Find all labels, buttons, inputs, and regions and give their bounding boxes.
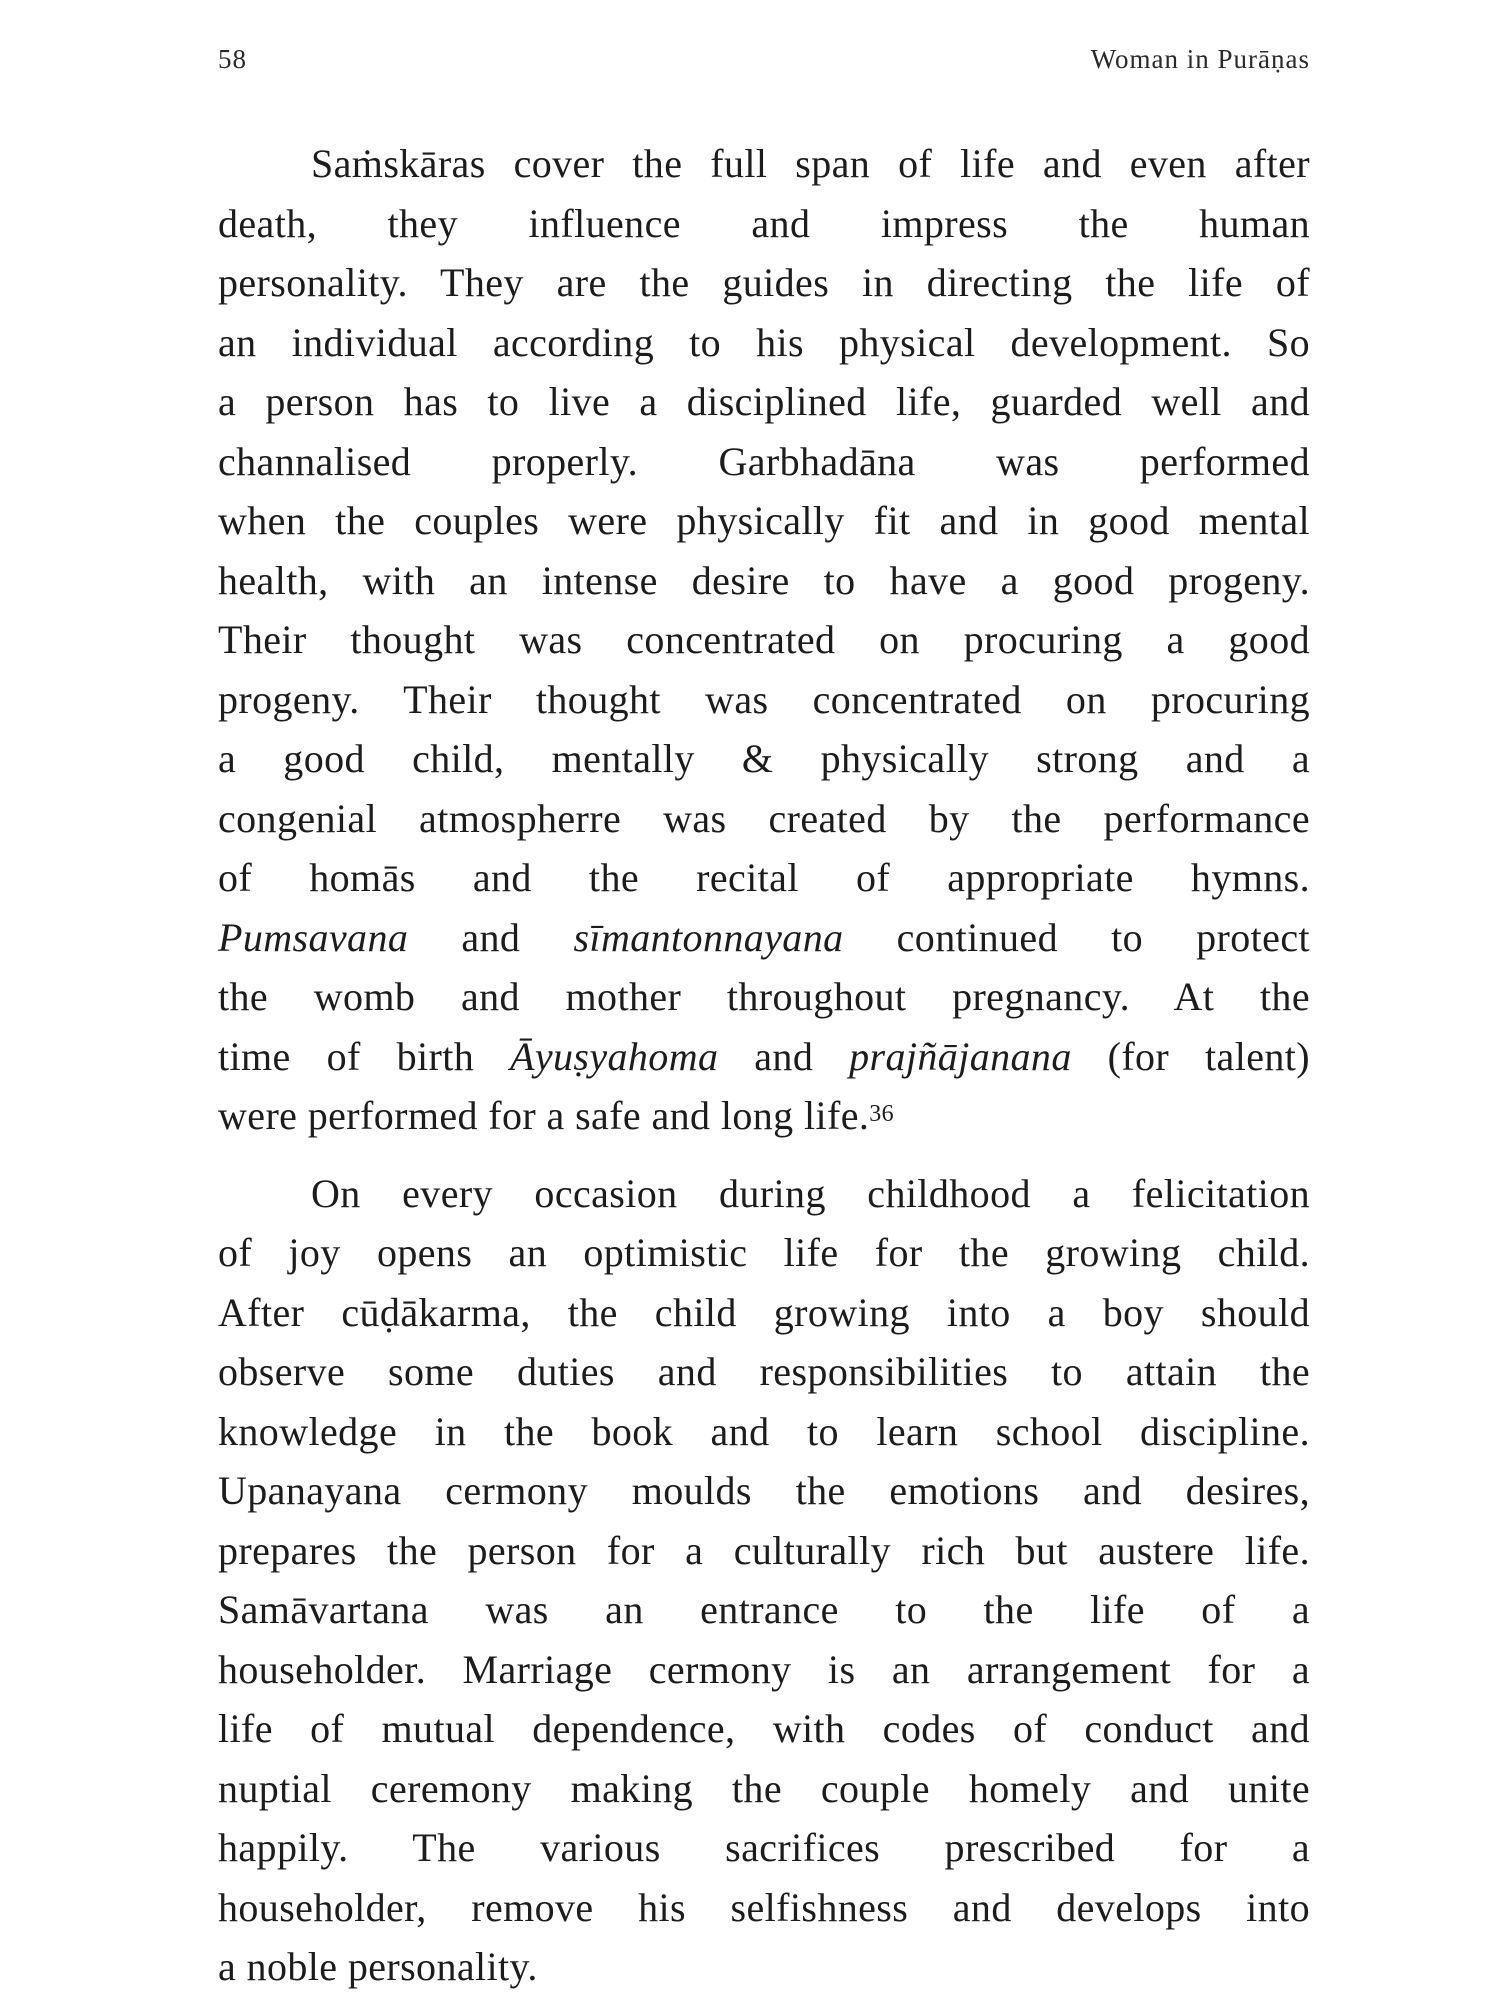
text-fragment: and <box>408 914 574 960</box>
text-line: prepares the person for a culturally rich but austere life. <box>218 1527 1310 1573</box>
text-fragment: were performed for a safe and long life. <box>218 1093 870 1138</box>
text-line: congenial atmospherre was created by the performance <box>218 795 1310 841</box>
text-line: life of mutual dependence, with codes of conduct and <box>218 1706 1310 1751</box>
text-fragment: continued to protect <box>843 914 1310 960</box>
text-line: Their thought was concentrated on procuring a good <box>218 617 1310 662</box>
text-line: observe some duties and responsibilities to attain the <box>218 1349 1310 1394</box>
text-line: happily. The various sacrifices prescribed for a <box>218 1825 1310 1870</box>
text-line: a person has to live a disciplined life, guarded well and <box>218 379 1310 424</box>
text-line: the womb and mother throughout pregnancy. At the <box>218 974 1310 1019</box>
text-fragment: (for talent) <box>1071 1033 1310 1079</box>
text-fragment: time of birth <box>218 1033 510 1079</box>
italic-term: prajñājanana <box>849 1033 1072 1079</box>
body-text <box>218 134 1310 1997</box>
italic-term: Āyuṣyahoma <box>510 1033 719 1079</box>
text-line: householder, remove his selfishness and develops into <box>218 1884 1310 1930</box>
text-line: Samāvartana was an entrance to the life of a <box>218 1587 1310 1632</box>
text-line <box>218 908 1310 968</box>
text-line: of joy opens an optimistic life for the growing child. <box>218 1230 1310 1275</box>
text-line: when the couples were physically fit and in good mental <box>218 498 1310 543</box>
text-line <box>218 1086 1310 1146</box>
text-line: progeny. Their thought was concentrated on procuring <box>218 676 1310 722</box>
text-line: death, they influence and impress the human <box>218 200 1310 246</box>
text-line: householder. Marriage cermony is an arrangement for a <box>218 1646 1310 1692</box>
text-line <box>218 1027 1310 1087</box>
text-line: an individual according to his physical development. So <box>218 319 1310 365</box>
text-line: a noble personality. <box>218 1944 538 1989</box>
text-line: Saṁskāras cover the full span of life and even after <box>311 141 1310 186</box>
text-line: Upanayana cermony moulds the emotions and desires, <box>218 1468 1310 1513</box>
italic-term: sīmantonnayana <box>573 914 844 960</box>
text-line: On every occasion during childhood a felicitation <box>311 1170 1310 1216</box>
paragraph-1 <box>218 134 1310 1146</box>
footnote-reference: 36 <box>869 1101 895 1127</box>
text-line: nuptial ceremony making the couple homely and unite <box>218 1765 1310 1811</box>
page-header <box>218 44 1310 84</box>
text-line: health, with an intense desire to have a good progeny. <box>218 557 1310 603</box>
text-line: channalised properly. Garbhadāna was performed <box>218 438 1310 484</box>
text-line: a good child, mentally & physically strong and a <box>218 736 1310 781</box>
text-fragment: and <box>718 1033 850 1079</box>
paragraph-2 <box>218 1164 1310 1997</box>
running-title: Woman in Purāṇas <box>1090 44 1310 74</box>
page-number: 58 <box>218 44 247 74</box>
text-line: After cūḍākarma, the child growing into a boy should <box>218 1289 1310 1335</box>
text-line: of homās and the recital of appropriate hymns. <box>218 855 1310 900</box>
italic-term: Pumsavana <box>218 914 409 960</box>
text-line: personality. They are the guides in directing the life of <box>218 260 1310 305</box>
text-line: knowledge in the book and to learn school discipline. <box>218 1408 1310 1454</box>
